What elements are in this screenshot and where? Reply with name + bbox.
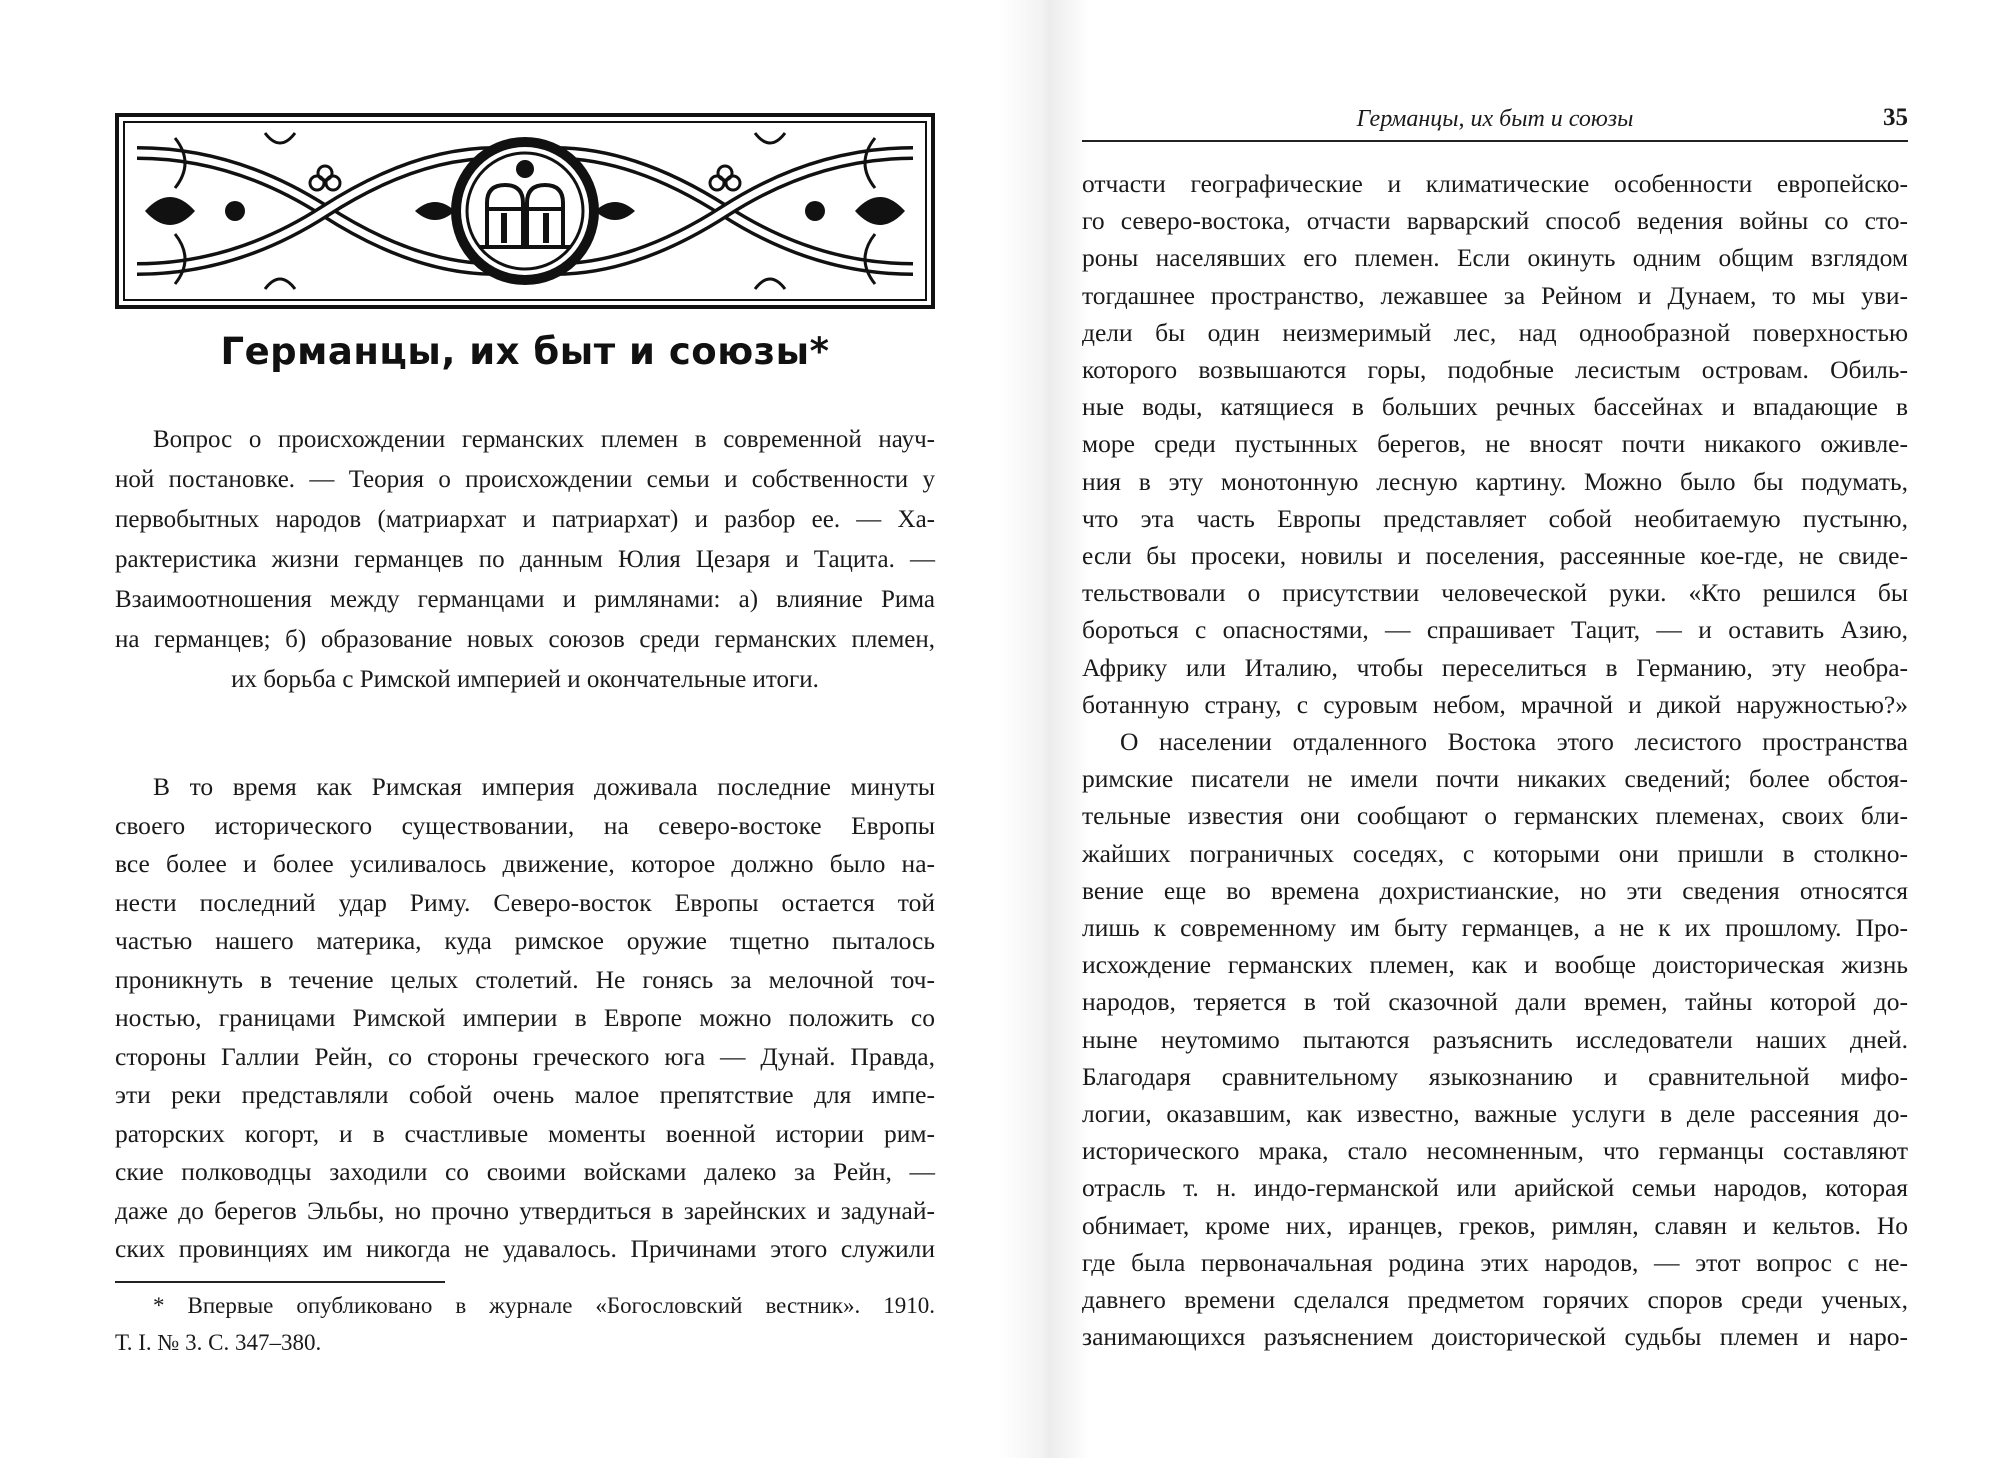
chapter-ornament-banner [115, 113, 935, 309]
abstract-line: на германцев; б) образование новых союзов среди германских племен, [115, 626, 935, 653]
text-line: народов, теряется в той сказочной дали времен, тайны которой до- [1082, 987, 1908, 1017]
text-line: ностью, границами Римской империи в Европе можно положить со [115, 1003, 935, 1032]
text-line: тогдашнее пространство, лежавшее за Рейном и Дунаем, то мы уви- [1082, 280, 1908, 310]
right-body-text [1082, 165, 1908, 1356]
text-line: где была первоначальная родина этих народов, — этот вопрос с не- [1082, 1247, 1908, 1277]
text-line: жайших пограничных соседях, с которыми они пришли в столкно- [1082, 838, 1908, 868]
text-line: В то время как Римская империя доживала последние минуты [153, 772, 935, 801]
text-line: давнего времени сделался предметом горячих споров среди ученых, [1082, 1285, 1908, 1315]
page-number: 35 [1883, 104, 1908, 131]
text-line: ные воды, катящиеся в больших речных бассейнах и впадающие в [1082, 392, 1908, 422]
text-line: обнимает, кроме них, иранцев, греков, римлян, славян и кельтов. Но [1082, 1210, 1908, 1240]
text-line: если бы просеки, новилы и поселения, рассеянные кое-где, не свиде- [1082, 541, 1908, 571]
text-line: своего исторического существовании, на северо-востоке Европы [115, 810, 935, 840]
text-line: ботанную страну, с суровым небом, мрачной и дикой наружностью?» [1082, 689, 1908, 719]
text-line: ния в эту монотонную лесную картину. Можно было бы подумать, [1082, 466, 1908, 496]
text-line: дели бы один неизмеримый лес, над однообразной поверхностью [1082, 317, 1908, 347]
text-line: отрасль т. н. индо-германской или арийской семьи народов, которая [1082, 1173, 1908, 1203]
abstract-line: первобытных народов (матриархат и патриархат) и разбор ее. — Ха- [115, 506, 935, 533]
text-line: О населении отдаленного Востока этого лесистого пространства [1120, 727, 1908, 757]
text-line: что эта часть Европы представляет собой необитаемую пустыню, [1082, 503, 1908, 533]
abstract-line: Взаимоотношения между германцами и римлянами: а) влияние Рима [115, 586, 935, 613]
text-line: раторских когорт, и в счастливые моменты военной истории рим- [115, 1118, 935, 1148]
chapter-title: Германцы, их быт и союзы* [220, 330, 830, 373]
text-line: вение еще во времена дохристианские, но эти сведения относятся [1082, 875, 1908, 905]
text-line: бороться с опасностями, — спрашивает Тацит, — и оставить Азию, [1082, 615, 1908, 645]
abstract-line: Вопрос о происхождении германских племен в современной науч- [153, 426, 935, 453]
text-line: исторического мрака, стало несомненным, что германцы составляют [1082, 1136, 1908, 1166]
abstract-line: рактеристика жизни германцев по данным Юлия Цезаря и Тацита. — [115, 546, 935, 573]
footnote [115, 1287, 935, 1361]
text-line: тельствовали о присутствии человеческой руки. «Кто решился бы [1082, 578, 1908, 608]
footnote-rule [115, 1281, 445, 1283]
text-line: которого возвышаются горы, подобные лесистым островам. Обиль- [1082, 355, 1908, 385]
text-line: занимающихся разъяснением доисторической судьбы племен и наро- [1082, 1322, 1908, 1352]
abstract-line: их борьба с Римской империей и окончательные итоги. [231, 666, 819, 693]
page-gutter [1000, 0, 1090, 1458]
text-line: тельные известия они сообщают о германских племенах, своих бли- [1082, 801, 1908, 831]
text-line: отчасти географические и климатические особенности европейско- [1082, 169, 1908, 198]
text-line: нести последний удар Риму. Северо-восток Европы остается той [115, 887, 935, 917]
text-line: логии, оказавшим, как известно, важные услуги в деле рассеяния до- [1082, 1099, 1908, 1129]
text-line: ских провинциях им никогда не удавалось. Причинами этого служили [115, 1234, 935, 1263]
text-line: эти реки представляли собой очень малое препятствие для импе- [115, 1080, 935, 1109]
chapter-abstract [115, 420, 935, 700]
footnote-line: * Впервые опубликовано в журнале «Богословский вестник». 1910. [153, 1293, 935, 1318]
abstract-line: ной постановке. — Теория о происхождении семьи и собственности у [115, 466, 935, 493]
text-line: Благодаря сравнительному языкознанию и сравнительной мифо- [1082, 1061, 1908, 1091]
text-line: частью нашего материка, куда римское оружие тщетно пыталось [115, 926, 935, 955]
text-line: стороны Галлии Рейн, со стороны греческого юга — Дунай. Правда, [115, 1041, 935, 1071]
running-header [1082, 104, 1908, 142]
text-line: проникнуть в течение целых столетий. Не гонясь за мелочной точ- [115, 964, 935, 994]
text-line: исхождение германских племен, как и вообще доисторическая жизнь [1082, 950, 1908, 980]
text-line: роны населявших его племен. Если окинуть одним общим взглядом [1082, 243, 1908, 273]
text-line: римские писатели не имели почти никаких сведений; более обстоя- [1082, 764, 1908, 794]
footnote-line: Т. I. № 3. С. 347–380. [115, 1330, 322, 1355]
text-line: даже до берегов Эльбы, но прочно утвердиться в зарейнских и задунай- [115, 1195, 935, 1225]
text-line: ныне неутомимо пытаются разъяснить исследователи наших дней. [1082, 1024, 1908, 1054]
text-line: лишь к современному им быту германцев, а не к их прошлому. Про- [1082, 913, 1908, 943]
text-line: Африку или Италию, чтобы переселиться в Германию, эту необра- [1082, 652, 1908, 682]
text-line: море среди пустынных берегов, не вносят почти никакого оживле- [1082, 429, 1908, 459]
text-line: ские полководцы заходили со своими войсками далеко за Рейн, — [115, 1157, 935, 1186]
text-line: го северо-востока, отчасти варварский способ ведения войны со сто- [1082, 206, 1908, 236]
text-line: все более и более усиливалось движение, которое должно было на- [115, 849, 935, 878]
running-title: Германцы, их быт и союзы [1356, 106, 1634, 132]
left-body-text [115, 768, 935, 1269]
